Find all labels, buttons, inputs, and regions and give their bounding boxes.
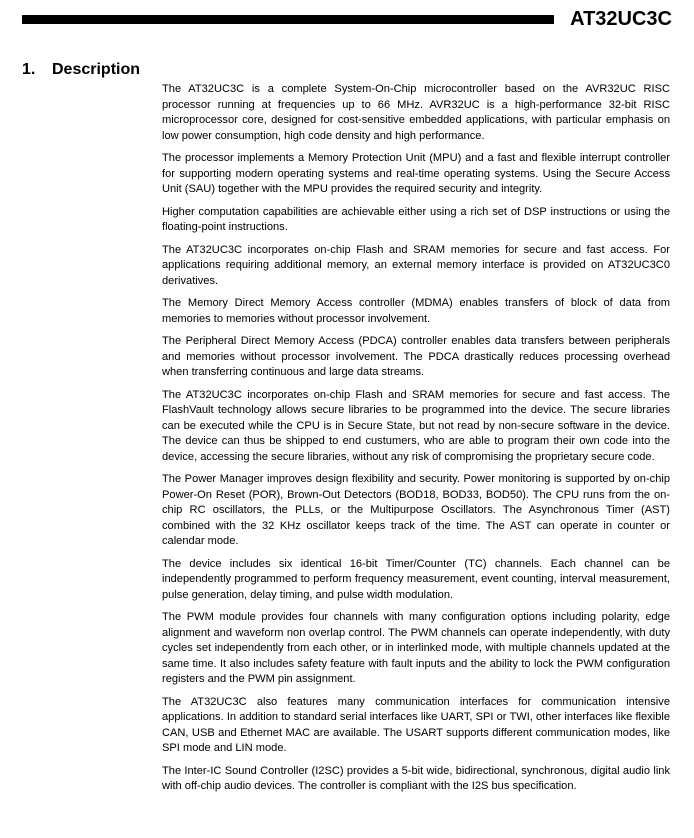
- paragraph-timer-counter: The device includes six identical 16-bit Timer/Counter (TC) channels. Each channel can be independently programmed to perform frequency measurement, event counting, interval measurement, pulse generation, delay timing, and pulse width modulation.: [162, 557, 670, 601]
- paragraph-dsp: Higher computation capabilities are achievable either using a rich set of DSP instructions or using the floating-point instructions.: [162, 205, 670, 233]
- paragraph-power-manager: The Power Manager improves design flexibility and security. Power monitoring is supported by on-chip Power-On Reset (POR), Brown-Out Detectors (BOD18, BOD33, BOD50). The CPU runs from the on-chip RC oscillators, the PLLs, or the Multipurpose Oscillators. The Asynchronous Timer (AST) combined with the 32 KHz oscillator keeps track of the time. The AST can operate in counter or calendar mode.: [162, 473, 670, 547]
- section-title: Description: [52, 61, 141, 78]
- paragraph-flashvault: The AT32UC3C incorporates on-chip Flash and SRAM memories for secure and fast access. The FlashVault technology allows secure libraries to be programmed into the device. The secure libraries can be executed while the CPU is in Secure State, but not read by non-secure software in the device. The device can thus be shipped to end custumers, who are able to program their own code into the device, accessing the secure libraries, without any risk of compromising the proprietary secure code.: [162, 388, 670, 463]
- paragraph-memories: The AT32UC3C incorporates on-chip Flash and SRAM memories for secure and fast access. For applications requiring additional memory, an external memory interface is provided on AT32UC3C0 derivatives.: [162, 243, 670, 287]
- section-number: 1.: [22, 61, 36, 78]
- document-title: AT32UC3C: [570, 8, 672, 30]
- paragraph-pwm: The PWM module provides four channels with many configuration options including polarity, edge alignment and waveform non overlap control. The PWM channels can operate independently, with duty cycles set independently from each other, or in interlinked mode, with multiple channels updated at the same time. It also includes safety feature with fault inputs and the ability to lock the PWM configuration registers and the PWM pin assignment.: [162, 611, 670, 685]
- paragraph-i2sc: The Inter-IC Sound Controller (I2SC) provides a 5-bit wide, bidirectional, synchronous, digital audio link with off-chip audio devices. The controller is compliant with the I2S bus specification.: [162, 764, 670, 792]
- paragraph-pdca: The Peripheral Direct Memory Access (PDCA) controller enables data transfers between peripherals and memories without processor involvement. The PDCA drastically reduces processing overhead when transferring continuous and large data streams.: [162, 335, 670, 378]
- paragraph-mpu: The processor implements a Memory Protection Unit (MPU) and a fast and flexible interrupt controller for supporting modern operating systems and real-time operating systems. Using the Secure Access Unit (SAU) together with the MPU provides the required security and integrity.: [162, 152, 670, 195]
- page-header: [22, 8, 672, 30]
- paragraph-overview: The AT32UC3C is a complete System-On-Chip microcontroller based on the AVR32UC RISC processor running at frequencies up to 66 MHz. AVR32UC is a high-performance 32-bit RISC microprocessor core, designed for cost-sensitive embedded applications, with particular emphasis on low power consumption, high code density and high performance.: [162, 83, 670, 142]
- paragraph-mdma: The Memory Direct Memory Access controller (MDMA) enables transfers of block of data from memories to memories without processor involvement.: [162, 297, 670, 325]
- section-heading: [22, 60, 140, 80]
- header-rule: [22, 15, 554, 24]
- description-body: [162, 82, 670, 802]
- paragraph-communication: The AT32UC3C also features many communication interfaces for communication intensive applications. In addition to standard serial interfaces like UART, SPI or TWI, other interfaces like flexible CAN, USB and Ethernet MAC are available. The USART supports different communication modes, like SPI mode and LIN mode.: [162, 695, 670, 754]
